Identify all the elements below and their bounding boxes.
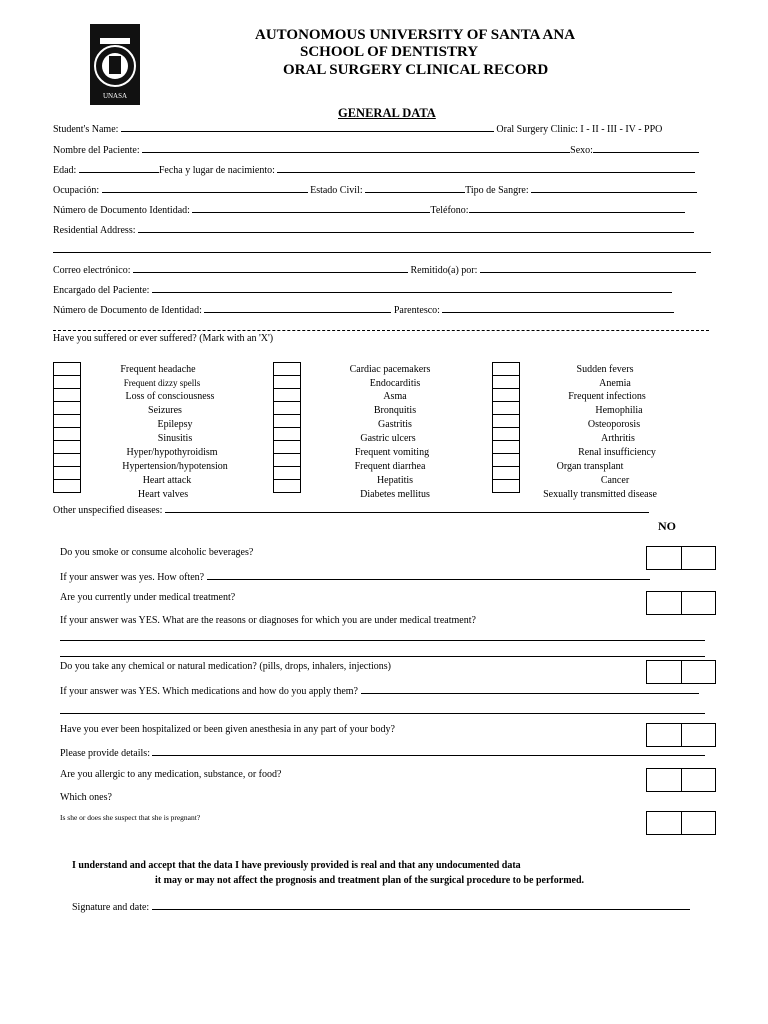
other-diseases-row bbox=[53, 503, 649, 516]
condition-label: Arthritis bbox=[601, 433, 635, 444]
condition-label: Hyper/hypothyroidism bbox=[126, 447, 218, 458]
declaration-line-1: I understand and accept that the data I have previously provided is real and that any undocumented data bbox=[72, 860, 521, 871]
kinship-field[interactable] bbox=[442, 303, 674, 313]
birth-label: Fecha y lugar de nacimiento: bbox=[158, 165, 275, 176]
condition-label: Osteoporosis bbox=[587, 419, 641, 430]
email-row bbox=[53, 263, 696, 276]
condition-label: Asma bbox=[383, 391, 407, 402]
blood-label: Tipo de Sangre: bbox=[465, 185, 529, 196]
id-row bbox=[53, 203, 685, 216]
reasons-question: If your answer was YES. What are the reasons or diagnoses for which you are under medical treatment? bbox=[60, 615, 476, 626]
phone-label: Teléfono: bbox=[430, 205, 469, 216]
pregnant-question: Is she or does she suspect that she is pregnant? bbox=[60, 813, 201, 822]
yes-box[interactable] bbox=[647, 661, 681, 683]
sex-field[interactable] bbox=[593, 143, 699, 153]
sex-label: Sexo: bbox=[570, 145, 593, 156]
which-meds-field[interactable] bbox=[361, 684, 699, 694]
condition-label: Heart attack bbox=[142, 475, 192, 486]
record-title: ORAL SURGERY CLINICAL RECORD bbox=[283, 62, 549, 78]
which-meds-label: If your answer was YES. Which medications and how do you apply them? bbox=[60, 686, 358, 697]
how-often-row bbox=[60, 570, 650, 583]
treatment-question: Are you currently under medical treatment? bbox=[60, 592, 236, 603]
smoke-question: Do you smoke or consume alcoholic beverages? bbox=[60, 547, 254, 558]
other-diseases-label: Other unspecified diseases: bbox=[53, 505, 163, 516]
guardian-label: Encargado del Paciente: bbox=[53, 285, 150, 296]
which-ones-label: Which ones? bbox=[60, 792, 112, 803]
logo-caption: UNASA bbox=[102, 92, 128, 100]
guardian-row bbox=[53, 283, 672, 296]
condition-label: Frequent infections bbox=[568, 391, 646, 402]
no-box[interactable] bbox=[681, 592, 715, 614]
civil-label: Estado Civil: bbox=[310, 185, 363, 196]
patient-name-label: Nombre del Paciente: bbox=[53, 145, 140, 156]
other-diseases-field[interactable] bbox=[165, 503, 649, 513]
no-box[interactable] bbox=[681, 812, 715, 834]
condition-label: Frequent headache bbox=[120, 364, 196, 375]
checkbox-column-2[interactable] bbox=[273, 362, 301, 493]
school-title: SCHOOL OF DENTISTRY bbox=[300, 44, 479, 60]
student-name-label: Student's Name: bbox=[53, 124, 119, 135]
condition-label: Hypertension/hypotension bbox=[122, 461, 228, 472]
condition-label: Frequent diarrhea bbox=[354, 461, 426, 472]
medication-question: Do you take any chemical or natural medication? (pills, drops, inhalers, injections) bbox=[60, 661, 392, 672]
hospitalized-question: Have you ever been hospitalized or been given anesthesia in any part of your body? bbox=[60, 724, 395, 735]
birth-field[interactable] bbox=[277, 163, 695, 173]
signature-label: Signature and date: bbox=[72, 902, 150, 913]
condition-label: Sinusitis bbox=[157, 433, 193, 444]
student-name-field[interactable] bbox=[121, 122, 494, 132]
details-field[interactable] bbox=[152, 746, 705, 756]
address-row bbox=[53, 223, 694, 236]
condition-label: Seizures bbox=[148, 405, 182, 416]
referred-field[interactable] bbox=[480, 263, 696, 273]
no-box[interactable] bbox=[681, 769, 715, 791]
blood-field[interactable] bbox=[531, 183, 697, 193]
condition-label: Organ transplant bbox=[556, 461, 624, 472]
reasons-line-2[interactable] bbox=[60, 656, 705, 657]
address-label: Residential Address: bbox=[53, 225, 136, 236]
checkbox-column-3[interactable] bbox=[492, 362, 520, 493]
allergic-question: Are you allergic to any medication, substance, or food? bbox=[60, 769, 282, 780]
yes-box[interactable] bbox=[647, 592, 681, 614]
condition-label: Frequent dizzy spells bbox=[123, 378, 201, 388]
clinic-label: Oral Surgery Clinic: I - II - III - IV - PPO bbox=[496, 124, 663, 135]
civil-field[interactable] bbox=[365, 183, 465, 193]
yes-box[interactable] bbox=[647, 547, 681, 569]
which-meds-row bbox=[60, 684, 699, 697]
condition-label: Sexually transmitted disease bbox=[543, 489, 657, 500]
no-box[interactable] bbox=[681, 661, 715, 683]
condition-label: Hemophilia bbox=[595, 405, 643, 416]
history-question: Have you suffered or ever suffered? (Mark with an 'X') bbox=[53, 333, 274, 344]
condition-label: Gastritis bbox=[378, 419, 412, 430]
age-field[interactable] bbox=[79, 163, 159, 173]
email-label: Correo electrónico: bbox=[53, 265, 131, 276]
address-field[interactable] bbox=[138, 223, 694, 233]
email-field[interactable] bbox=[133, 263, 408, 273]
condition-label: Cancer bbox=[600, 475, 630, 486]
condition-label: Endocarditis bbox=[369, 378, 421, 389]
condition-label: Anemia bbox=[599, 378, 631, 389]
no-column-header: NO bbox=[658, 519, 676, 533]
hospitalized-yes-no[interactable] bbox=[646, 723, 716, 747]
patient-name-row bbox=[53, 143, 699, 156]
condition-label: Loss of consciousness bbox=[125, 391, 215, 402]
checkbox-column-1[interactable] bbox=[53, 362, 81, 493]
referred-label: Remitido(a) por: bbox=[410, 265, 478, 276]
condition-label: Frequent vomiting bbox=[354, 447, 430, 458]
age-row bbox=[53, 163, 695, 176]
yes-box[interactable] bbox=[647, 724, 681, 746]
allergic-yes-no[interactable] bbox=[646, 768, 716, 792]
no-box[interactable] bbox=[681, 724, 715, 746]
university-logo bbox=[90, 24, 140, 105]
condition-label: Sudden fevers bbox=[576, 364, 634, 375]
condition-label: Renal insufficiency bbox=[578, 447, 656, 458]
signature-field[interactable] bbox=[152, 900, 690, 910]
student-name-row bbox=[53, 122, 662, 135]
phone-field[interactable] bbox=[469, 203, 685, 213]
id-label: Número de Documento Identidad: bbox=[53, 205, 190, 216]
signature-row bbox=[72, 900, 690, 913]
occupation-field[interactable] bbox=[102, 183, 308, 193]
university-title: AUTONOMOUS UNIVERSITY OF SANTA ANA bbox=[255, 27, 576, 43]
section-divider bbox=[53, 330, 709, 331]
smoke-yes-no[interactable] bbox=[646, 546, 716, 570]
age-label: Edad: bbox=[53, 165, 77, 176]
id-field[interactable] bbox=[192, 203, 430, 213]
condition-label: Epilepsy bbox=[157, 419, 193, 430]
condition-label: Diabetes mellitus bbox=[360, 489, 430, 500]
reasons-line-1[interactable] bbox=[60, 640, 705, 641]
yes-box[interactable] bbox=[647, 812, 681, 834]
guardian-id-row bbox=[53, 303, 674, 316]
occupation-label: Ocupación: bbox=[53, 185, 100, 196]
details-row bbox=[60, 746, 705, 759]
no-box[interactable] bbox=[681, 547, 715, 569]
pregnant-yes-no[interactable] bbox=[646, 811, 716, 835]
guardian-field[interactable] bbox=[152, 283, 672, 293]
condition-label: Hepatitis bbox=[376, 475, 414, 486]
how-often-field[interactable] bbox=[207, 570, 650, 580]
condition-label: Bronquitis bbox=[373, 405, 417, 416]
condition-label: Cardiac pacemakers bbox=[349, 364, 431, 375]
how-often-label: If your answer was yes. How often? bbox=[60, 572, 205, 583]
condition-label: Gastric ulcers bbox=[360, 433, 416, 444]
general-data-title: GENERAL DATA bbox=[338, 106, 436, 120]
yes-box[interactable] bbox=[647, 769, 681, 791]
address-line-2[interactable] bbox=[53, 252, 711, 253]
patient-name-field[interactable] bbox=[142, 143, 570, 153]
treatment-yes-no[interactable] bbox=[646, 591, 716, 615]
which-meds-line-2[interactable] bbox=[60, 713, 705, 714]
kinship-label: Parentesco: bbox=[393, 305, 440, 316]
medication-yes-no[interactable] bbox=[646, 660, 716, 684]
condition-label: Heart valves bbox=[137, 489, 189, 500]
declaration-line-2: it may or may not affect the prognosis and treatment plan of the surgical procedure to be performed. bbox=[155, 875, 585, 886]
occupation-row bbox=[53, 183, 697, 196]
guardian-id-field[interactable] bbox=[204, 303, 391, 313]
details-label: Please provide details: bbox=[60, 748, 150, 759]
guardian-id-label: Número de Documento de Identidad: bbox=[53, 305, 202, 316]
